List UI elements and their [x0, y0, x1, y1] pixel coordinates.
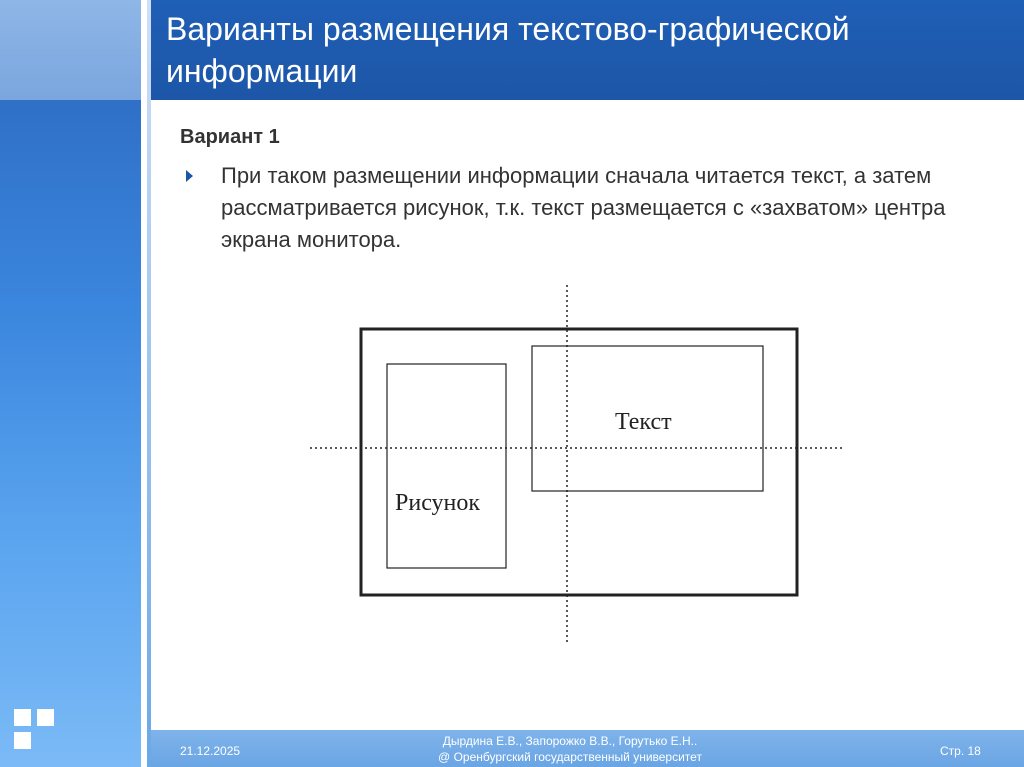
logo-square-1 [14, 709, 31, 726]
footer-authors-block [370, 733, 770, 765]
picture-label: Рисунок [395, 490, 481, 516]
footer-authors: Дырдина Е.В., Запорожко В.В., Горутько Е.Н.. [442, 734, 698, 748]
layout-diagram [300, 280, 860, 660]
footer-date: 21.12.2025 [180, 744, 241, 758]
logo-square-2 [37, 709, 54, 726]
left-top-block [0, 0, 141, 100]
slide-title: Варианты размещения текстово-графической информации [166, 11, 850, 89]
bullet-text: При таком размещении информации сначала читается текст, а затем рассматривается рисунок, т.к. текст размещается с «захватом» центра экрана монитора. [221, 163, 946, 252]
bullet-arrow-icon [186, 170, 193, 182]
logo-square-3 [14, 732, 31, 749]
footer-page-number: Стр. 18 [940, 744, 981, 758]
text-label: Текст [615, 409, 672, 435]
variant-heading: Вариант 1 [180, 126, 280, 148]
picture-box [387, 364, 506, 568]
footer-organization: @ Оренбургский государственный университет [438, 750, 702, 764]
left-decorative-band [0, 0, 141, 767]
thin-vertical-strip [147, 0, 151, 767]
